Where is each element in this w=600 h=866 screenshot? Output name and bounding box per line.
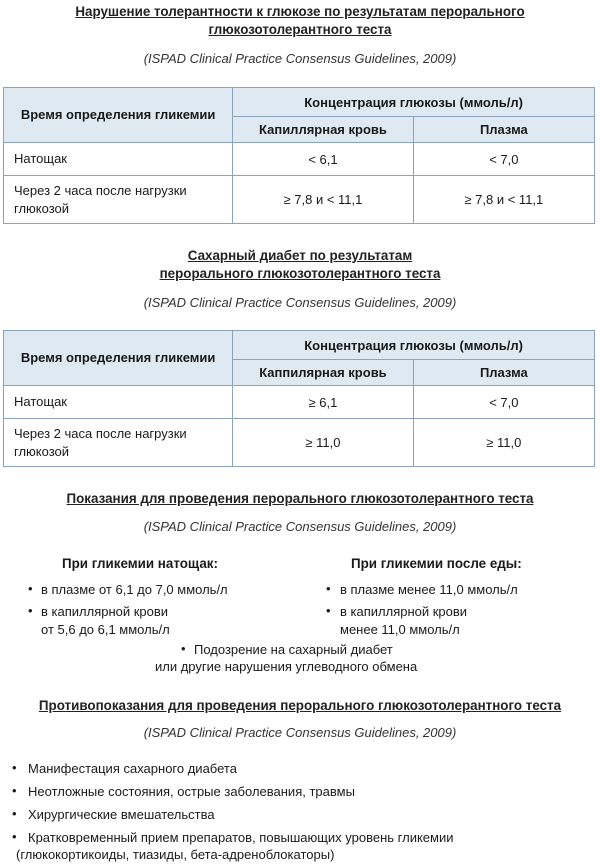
right-item-2-cont: менее 11,0 ммоль/л (340, 622, 460, 637)
section1-source: (ISPAD Clinical Practice Consensus Guidelines, 2009) (143, 51, 457, 66)
section1-col-conc: Концентрация глюкозы (ммоль/л) (233, 88, 595, 117)
section1-title-line2: глюкозотолерантного теста (208, 22, 392, 37)
section2-title-line2: перорального глюкозотолерантного теста (159, 266, 441, 281)
right-item-1: в плазме менее 11,0 ммоль/л (340, 582, 518, 597)
left-item-2: в капиллярной крови (41, 604, 169, 619)
section4-title: Противопоказания для проведения перорального глюкозотолерантного теста (38, 698, 562, 713)
section1-table (3, 87, 595, 224)
row-capillary: ≥ 11,0 (233, 419, 413, 467)
bullet-icon: • (12, 783, 17, 798)
bullet-icon: • (12, 760, 17, 775)
contra-item-2: Неотложные состояния, острые заболевания, травмы (28, 784, 355, 799)
row-capillary: ≥ 7,8 и < 11,1 (233, 176, 413, 224)
bullet-icon: • (28, 603, 33, 618)
row-plasma: < 7,0 (413, 386, 594, 419)
contra-item-4: Кратковременный прием препаратов, повышающих уровень гликемии (28, 830, 454, 845)
center-item-line2: или другие нарушения углеводного обмена (155, 659, 418, 674)
section2-col-plasma: Плазма (413, 360, 594, 386)
bullet-icon: • (12, 829, 17, 844)
section3-title: Показания для проведения перорального глюкозотолерантного теста (66, 491, 534, 506)
right-heading: При гликемии после еды: (351, 556, 522, 571)
row-label: Через 2 часа после нагрузки глюкозой (4, 176, 233, 224)
table-row (4, 419, 595, 467)
row-capillary: ≥ 6,1 (233, 386, 413, 419)
right-item-2: в капиллярной крови (340, 604, 468, 619)
section1-col-time: Время определения гликемии (4, 88, 233, 143)
section1-col-capillary: Капиллярная кровь (233, 117, 413, 143)
section2-title-line1: Сахарный диабет по результатам (187, 248, 413, 263)
section1-title (0, 3, 600, 39)
bullet-icon: • (326, 603, 331, 618)
section2-source: (ISPAD Clinical Practice Consensus Guidelines, 2009) (143, 295, 457, 310)
bullet-icon: • (12, 806, 17, 821)
table-row (4, 386, 595, 419)
table-row (4, 176, 595, 224)
section3-source: (ISPAD Clinical Practice Consensus Guidelines, 2009) (143, 519, 457, 534)
left-item-2-cont: от 5,6 до 6,1 ммоль/л (41, 622, 170, 637)
bullet-icon: • (28, 581, 33, 596)
contra-item-4-cont: (глюкокортикоиды, тиазиды, бета-адреноблокаторы) (16, 847, 335, 862)
section2-table (3, 330, 595, 467)
section4-source: (ISPAD Clinical Practice Consensus Guidelines, 2009) (143, 725, 457, 740)
contra-item-3: Хирургические вмешательства (28, 807, 215, 822)
row-plasma: < 7,0 (413, 143, 594, 176)
left-item-1: в плазме от 6,1 до 7,0 ммоль/л (41, 582, 228, 597)
section2-col-conc: Концентрация глюкозы (ммоль/л) (233, 331, 595, 360)
section2-col-capillary: Каппилярная кровь (233, 360, 413, 386)
row-plasma: ≥ 7,8 и < 11,1 (413, 176, 594, 224)
left-heading: При гликемии натощак: (62, 556, 218, 571)
row-label: Через 2 часа после нагрузки глюкозой (4, 419, 233, 467)
bullet-icon: • (326, 581, 331, 596)
section1-col-plasma: Плазма (413, 117, 594, 143)
section1-title-line1: Нарушение толерантности к глюкозе по результатам перорального (75, 4, 525, 19)
row-plasma: ≥ 11,0 (413, 419, 594, 467)
row-capillary: < 6,1 (233, 143, 413, 176)
section2-title (0, 247, 600, 283)
section2-col-time: Время определения гликемии (4, 331, 233, 386)
center-item-line1: Подозрение на сахарный диабет (194, 642, 393, 657)
bullet-icon: • (181, 641, 186, 656)
row-label: Натощак (4, 143, 233, 176)
table-row (4, 143, 595, 176)
contra-item-1: Манифестация сахарного диабета (28, 761, 237, 776)
row-label: Натощак (4, 386, 233, 419)
